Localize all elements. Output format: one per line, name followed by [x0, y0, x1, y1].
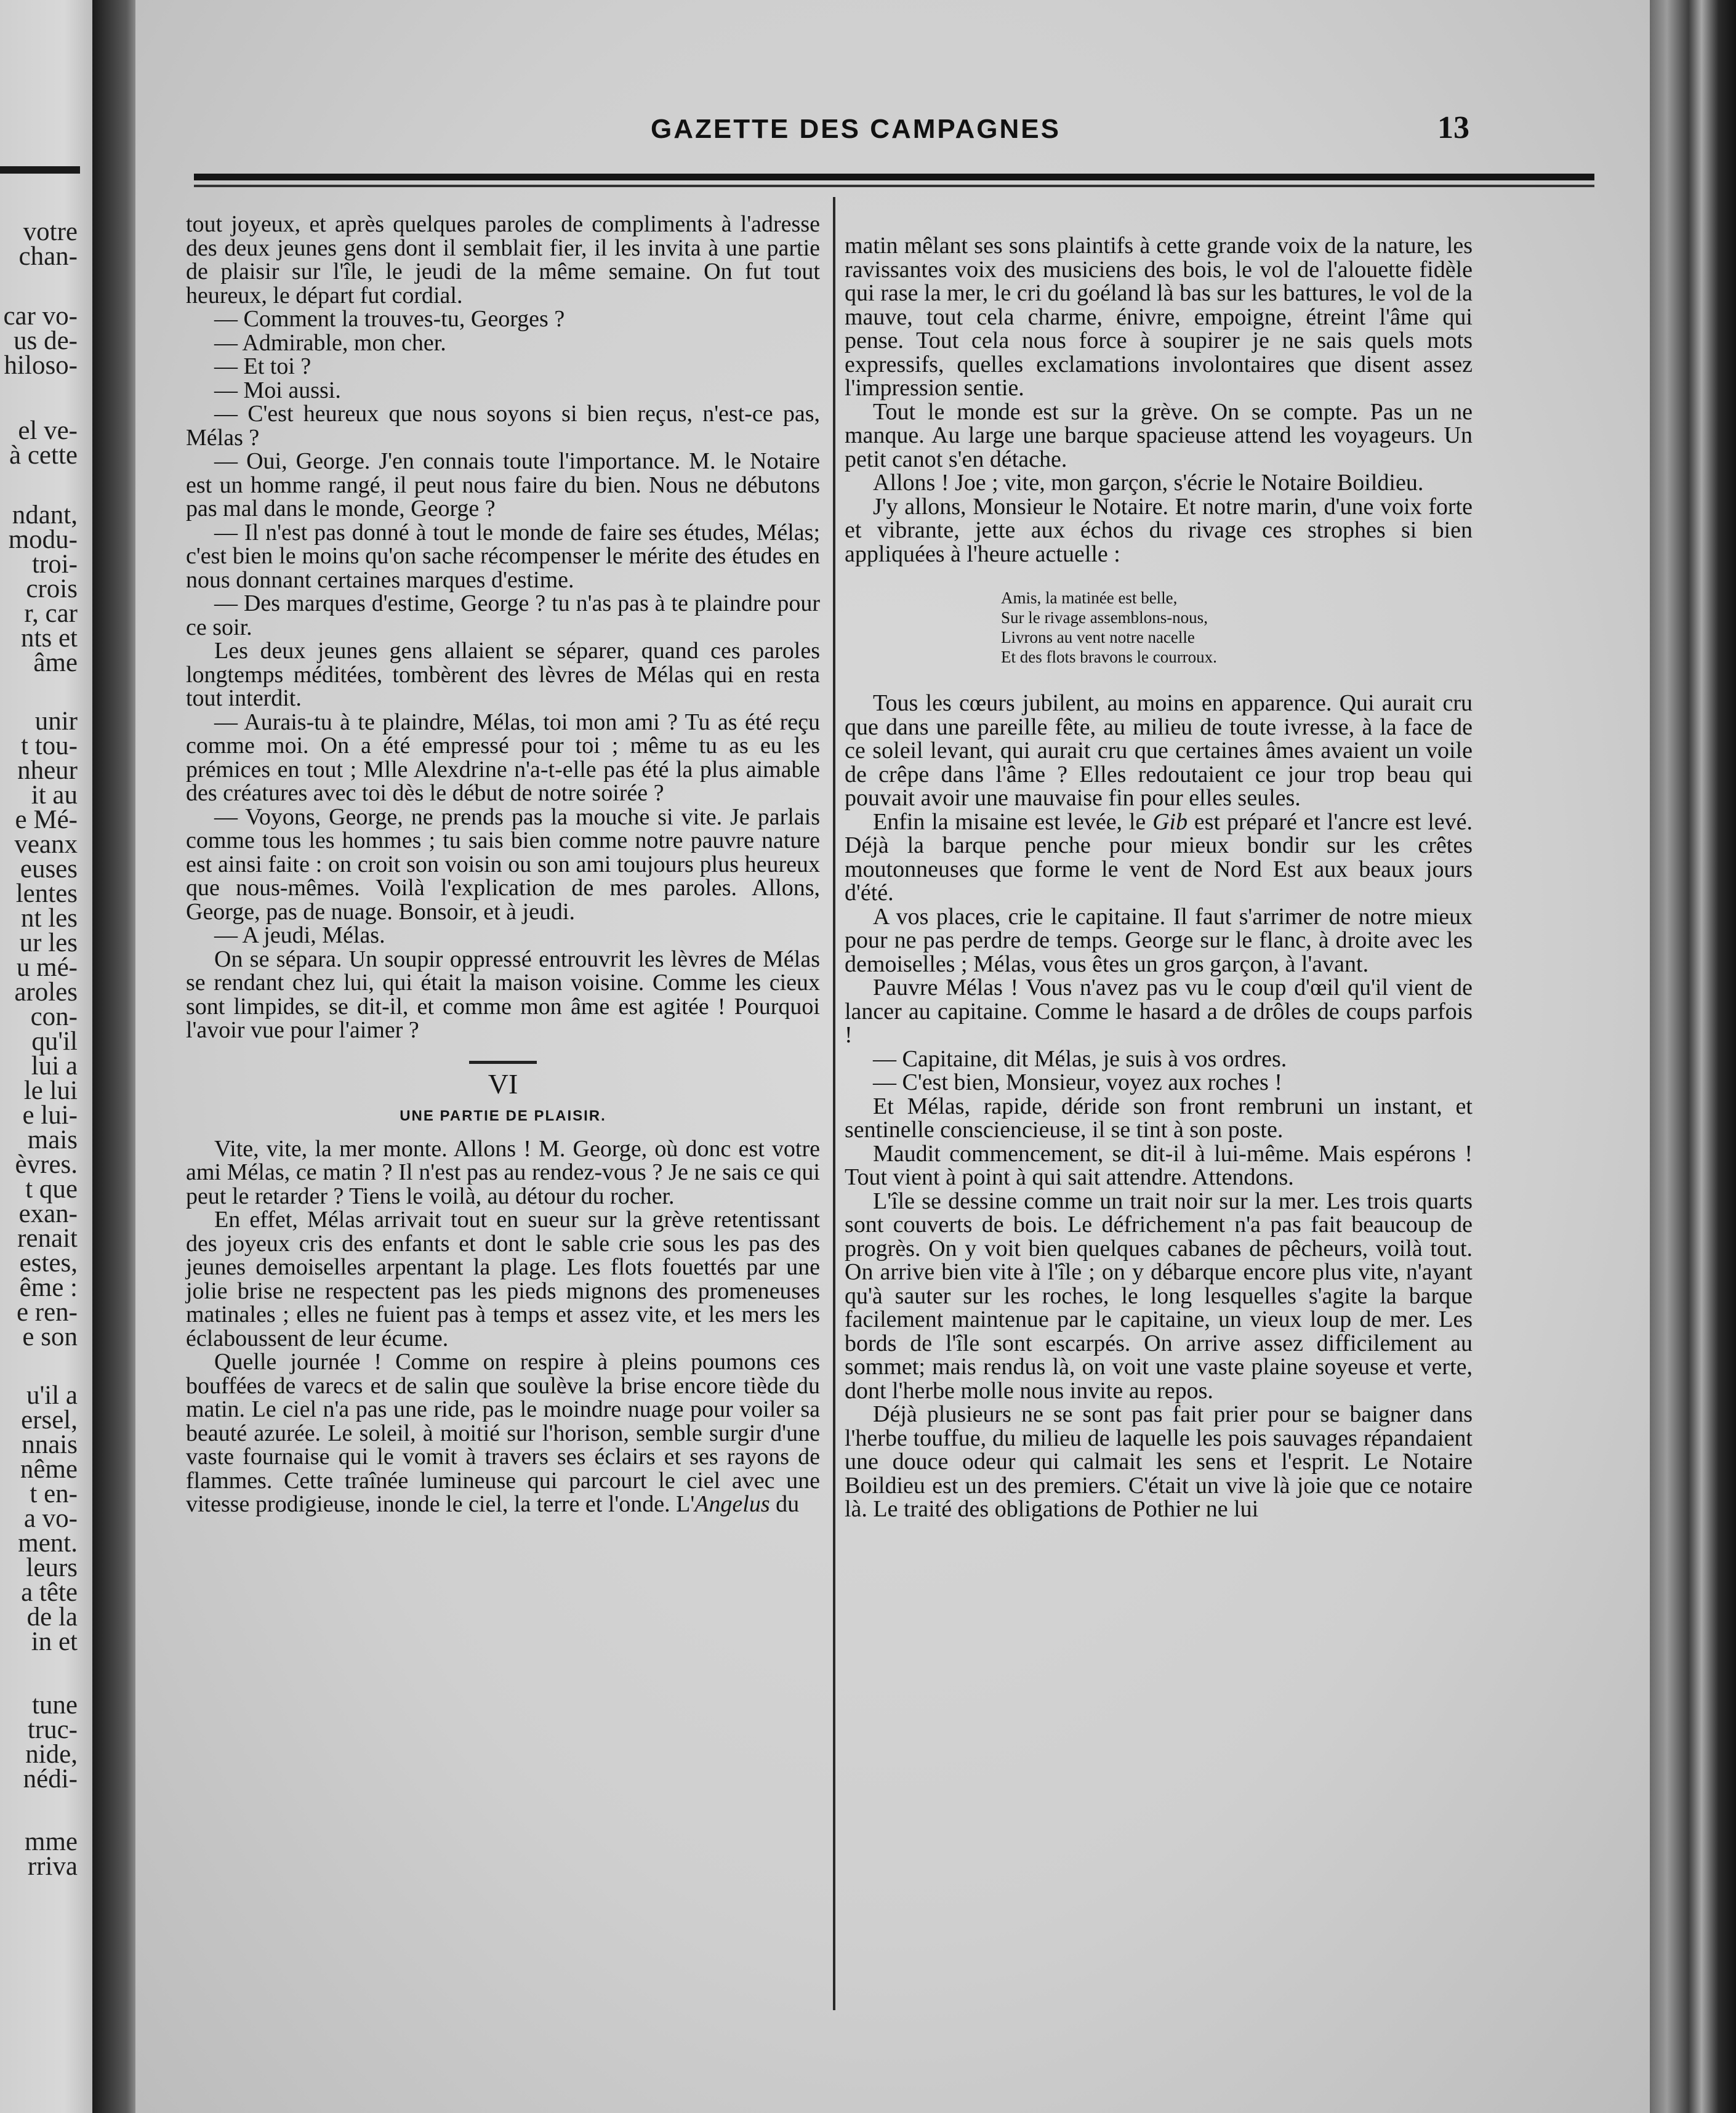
column-divider: [833, 197, 835, 2010]
adjacent-page-line: nide,: [25, 1740, 78, 1769]
adjacent-page-line: veanx: [14, 830, 78, 859]
page-gutter: [92, 0, 135, 2113]
paragraph: — C'est heureux que nous soyons si bien reçus, n'est-ce pas, Mélas ?: [186, 401, 820, 451]
italic-word: Angelus: [694, 1491, 770, 1517]
adjacent-page-line: èvres.: [15, 1150, 78, 1179]
adjacent-page-line: ur les: [19, 928, 78, 957]
adjacent-page-line: nême: [20, 1455, 78, 1484]
paragraph: — Il n'est pas donné à tout le monde de faire ses études, Mélas; c'est bien le moins qu'on sache récompenser le mérite des études en nous donnant certaines marques d'estime.: [186, 519, 820, 593]
adjacent-page-line: el ve-: [18, 416, 78, 445]
section-number: VI: [488, 1068, 518, 1100]
page-number: 13: [1437, 110, 1469, 145]
adjacent-page-line: lentes: [15, 879, 78, 908]
italic-word: Gib: [1152, 808, 1188, 835]
paragraph: Pauvre Mélas ! Vous n'avez pas vu le coup d'œil qu'il vient de lancer au capitaine. Comme le hasard a de drôles de coups parfois !: [845, 975, 1473, 1048]
adjacent-page-line: nt les: [21, 904, 78, 933]
paragraph: — Des marques d'estime, George ? tu n'as pas à te plaindre pour ce soir.: [186, 590, 820, 640]
adjacent-page-line: exan-: [18, 1199, 78, 1228]
adjacent-page-line: le lui: [23, 1076, 78, 1105]
poem-line: Et des flots bravons le courroux.: [1001, 648, 1217, 666]
adjacent-page-line: lui a: [31, 1052, 78, 1081]
paragraph: — C'est bien, Monsieur, voyez aux roches !: [873, 1069, 1282, 1095]
adjacent-page-line: crois: [26, 574, 78, 603]
adjacent-page-line: estes,: [19, 1249, 78, 1278]
adjacent-page-line: renait: [17, 1224, 78, 1253]
adjacent-page-line: e lui-: [22, 1101, 78, 1130]
poem-line: Livrons au vent notre nacelle: [1001, 628, 1195, 646]
paragraph: — Admirable, mon cher.: [214, 329, 446, 356]
paragraph: Et Mélas, rapide, déride son front rembruni un instant, et sentinelle consciencieuse, il se tint à son poste.: [845, 1093, 1473, 1143]
adjacent-page-line: à cette: [9, 441, 78, 470]
adjacent-page-line: âme: [33, 648, 78, 677]
adjacent-page-line: qu'il: [31, 1027, 78, 1056]
poem-line: Amis, la matinée est belle,: [1001, 589, 1178, 607]
paragraph: — Comment la trouves-tu, Georges ?: [214, 306, 565, 332]
paragraph: A vos places, crie le capitaine. Il faut s'arrimer de notre mieux pour ne pas perdre de temps. George sur le flanc, à droite avec les demoiselles ; Mélas, vous êtes un gros garçon, à l'avant.: [845, 903, 1473, 977]
section-rule: [469, 1061, 537, 1064]
newspaper-page: [135, 0, 1650, 2113]
paragraph: Allons ! Joe ; vite, mon garçon, s'écrie le Notaire Boildieu.: [873, 470, 1424, 496]
header-rule-thick: [194, 174, 1594, 180]
poem-line: Sur le rivage assemblons-nous,: [1001, 608, 1208, 627]
adjacent-page-line: chan-: [18, 242, 78, 271]
paragraph: Tout le monde est sur la grève. On se compte. Pas un ne manque. Au large une barque spacieuse attend les voyageurs. Un petit canot s'en détache.: [845, 398, 1473, 472]
adjacent-page-line: nnais: [22, 1430, 78, 1459]
adjacent-page-line: nts et: [21, 624, 78, 653]
paragraph: [845, 810, 1473, 905]
adjacent-page-line: car vo-: [3, 302, 78, 331]
right-column: [845, 234, 1473, 1521]
poem-stanza: [1001, 588, 1473, 667]
text-run: est préparé et l'ancre est levé. Déjà la barque penche pour mieux bondir sur les crêtes moutonneuses que forme le vent de Nord Est aux beaux jours d'été.: [845, 808, 1473, 906]
adjacent-page-line: modu-: [8, 525, 78, 554]
adjacent-page-line: e ren-: [16, 1298, 78, 1327]
paragraph: — A jeudi, Mélas.: [214, 922, 385, 948]
paragraph: tout joyeux, et après quelques paroles de compliments à l'adresse des deux jeunes gens dont il semblait fier, il les invita à une partie de plaisir sur l'île, le jeudi de la même semaine. On fut tout heureux, le départ fut cordial.: [186, 211, 820, 308]
adjacent-page-fragment: [0, 0, 92, 2113]
paragraph: Vite, vite, la mer monte. Allons ! M. George, où donc est votre ami Mélas, ce matin ? Il n'est pas au rendez-vous ? Je ne sais ce qui peut le retarder ? Tiens le voilà, au détour du rocher.: [186, 1135, 820, 1209]
text-run: Quelle journée ! Comme on respire à pleins poumons ces bouffées de varecs et de salin que soulève la brise encore tiède du matin. Le ciel n'a pas une ride, pas le moindre nuage pour voiler sa beauté azurée. Le soleil, à moitié sur l'horison, semble surgir d'une vaste fournaise qui le vomit à travers ses éclairs et ses rayons de flammes. Cette traînée lumineuse qui parcourt le ciel avec une vitesse prodigieuse, inonde le ciel, la terre et l'onde. L': [186, 1349, 820, 1517]
adjacent-page-rule: [0, 166, 80, 174]
adjacent-page-line: t en-: [30, 1479, 78, 1508]
adjacent-page-line: de la: [26, 1603, 78, 1632]
page-header-title: GAZETTE DES CAMPAGNES: [650, 114, 1061, 144]
adjacent-page-line: a tête: [21, 1578, 78, 1607]
page-stack-edge: [1650, 0, 1736, 2113]
paragraph: matin mêlant ses sons plaintifs à cette grande voix de la nature, les ravissantes voix des musiciens des bois, le vol de l'alouette fidèle qui rase la mer, le cri du goéland là bas sur les battures, le vol de la mauve, tout cela charme, énivre, empoigne, étreint l'âme qui pense. Tout cela nous force à soupirer je ne sais quels mots expressifs, quelles exclamations involontaires que disent assez l'impression sentie.: [845, 233, 1473, 401]
adjacent-page-line: con-: [30, 1002, 78, 1031]
text-run: du: [770, 1491, 800, 1517]
adjacent-page-line: t que: [25, 1175, 78, 1204]
adjacent-page-line: ment.: [18, 1529, 78, 1558]
paragraph: L'île se dessine comme un trait noir sur la mer. Les trois quarts sont couverts de bois. Le défrichement n'a pas fait beaucoup de progrès. On y voit bien quelques cabanes de pêcheurs, voilà tout. On arrive bien vite à l'île ; on y débarque encore plus vite, n'ayant qu'à sauter sur les roches, le long lesquelles s'agite la barque facilement maintenue par le capitaine, un vieux loup de mer. Les bords de l'île sont escarpés. On arrive assez difficilement au sommet; mais rendus là, on voit une vaste plaine soyeuse et verte, dont l'herbe molle nous invite au repos.: [845, 1188, 1473, 1404]
adjacent-page-line: u'il a: [26, 1381, 78, 1410]
paragraph: Maudit commencement, se dit-il à lui-même. Mais espérons ! Tout vient à point à qui sait attendre. Attendons.: [845, 1140, 1473, 1190]
paragraph: — Oui, George. J'en connais toute l'importance. M. le Notaire est un homme rangé, il peut nous faire du bien. Nous ne débutons pas mal dans le monde, George ?: [186, 448, 820, 521]
section-title: UNE PARTIE DE PLAISIR.: [400, 1108, 606, 1124]
adjacent-page-line: rriva: [27, 1852, 78, 1881]
paragraph: Les deux jeunes gens allaient se séparer, quand ces paroles longtemps méditées, tombèrent des lèvres de Mélas qui en resta tout interdit.: [186, 638, 820, 711]
adjacent-page-line: tune: [31, 1691, 78, 1720]
adjacent-page-line: in et: [31, 1627, 78, 1656]
adjacent-page-line: nédi-: [23, 1765, 78, 1793]
paragraph: Déjà plusieurs ne se sont pas fait prier pour se baigner dans l'herbe touffue, du milieu de laquelle les pois sauvages répandaient une douce odeur qui calmait les sens et l'esprit. Le Notaire Boildieu est un des premiers. C'était un vive là joie que ce notaire là. Le traité des obligations de Pothier ne lui: [845, 1401, 1473, 1522]
adjacent-page-line: euses: [20, 855, 78, 883]
adjacent-page-line: hiloso-: [4, 351, 78, 380]
adjacent-page-line: us de-: [14, 326, 78, 355]
paragraph: J'y allons, Monsieur le Notaire. Et notre marin, d'une voix forte et vibrante, jette aux échos du rivage ces strophes si bien appliquées à l'heure actuelle :: [845, 493, 1473, 567]
paragraph: — Moi aussi.: [214, 377, 341, 403]
header-rule-thin: [194, 185, 1594, 187]
adjacent-page-line: ersel,: [21, 1406, 78, 1435]
paragraph: — Aurais-tu à te plaindre, Mélas, toi mon ami ? Tu as été reçu comme moi. On a été empressé pour toi ; même tu as eu les prémices en tout ; Mlle Alexdrine n'a-t-elle pas été la plus aimable des créatures avec toi dès le début de notre soirée ?: [186, 709, 820, 806]
paragraph: [186, 1350, 820, 1516]
left-column: [186, 212, 820, 1516]
paragraph: — Voyons, George, ne prends pas la mouche si vite. Je parlais comme tous les hommes ; tu sais bien comme notre pauvre nature est ainsi faite : on croit son voisin ou son ami toujours plus heureux que nous-mêmes. Voilà l'explication de mes paroles. Allons, George, pas de nuage. Bonsoir, et à jeudi.: [186, 803, 820, 925]
adjacent-page-line: unir: [34, 707, 78, 736]
adjacent-page-line: t tou-: [21, 731, 78, 760]
adjacent-page-line: it au: [31, 781, 78, 810]
adjacent-page-line: leurs: [26, 1553, 78, 1582]
adjacent-page-line: ême :: [19, 1273, 78, 1302]
adjacent-page-line: ndant,: [12, 501, 78, 529]
adjacent-page-line: e son: [22, 1322, 78, 1351]
paragraph: — Et toi ?: [214, 353, 311, 379]
adjacent-page-line: nheur: [17, 756, 78, 785]
adjacent-page-line: troi-: [31, 550, 78, 579]
paragraph: Tous les cœurs jubilent, au moins en apparence. Qui aurait cru que dans une pareille fête, au milieu de toute ivresse, à la face de ce soleil levant, qui aurait cru que certaines âmes avaient un voile de crêpe dans l'âme ? Elles redoutaient ce jour trop beau qui pouvait avoir une mauvaise fin pour elles seules.: [845, 690, 1473, 811]
paragraph: On se sépara. Un soupir oppressé entrouvrit les lèvres de Mélas se rendant chez lui, qui était la maison voisine. Comme les cieux sont limpides, se dit-il, et comme mon âme est agitée ! Pourquoi l'avoir vue pour l'aimer ?: [186, 946, 820, 1043]
adjacent-page-line: a vo-: [23, 1504, 78, 1533]
adjacent-page-line: u mé-: [16, 953, 78, 982]
paragraph: En effet, Mélas arrivait tout en sueur sur la grève retentissant des joyeux cris des enfants et dont le sable crie sous les pas des jeunes demoiselles arpentant la plage. Les flots fouettés par une jolie brise ne respectent pas les pieds mignons des promeneuses matinales ; elles ne fuient pas à temps et assez vite, et les mers les éclaboussent de leur écume.: [186, 1207, 820, 1351]
adjacent-page-line: r, car: [24, 599, 78, 628]
adjacent-page-line: votre: [23, 217, 78, 246]
adjacent-page-line: mme: [25, 1827, 78, 1856]
adjacent-page-line: mais: [27, 1125, 78, 1154]
paragraph: — Capitaine, dit Mélas, je suis à vos ordres.: [873, 1045, 1287, 1072]
adjacent-page-line: truc-: [27, 1715, 78, 1744]
adjacent-page-line: e Mé-: [15, 805, 78, 834]
adjacent-page-line: aroles: [14, 978, 78, 1007]
text-run: Enfin la misaine est levée, le: [873, 808, 1153, 835]
